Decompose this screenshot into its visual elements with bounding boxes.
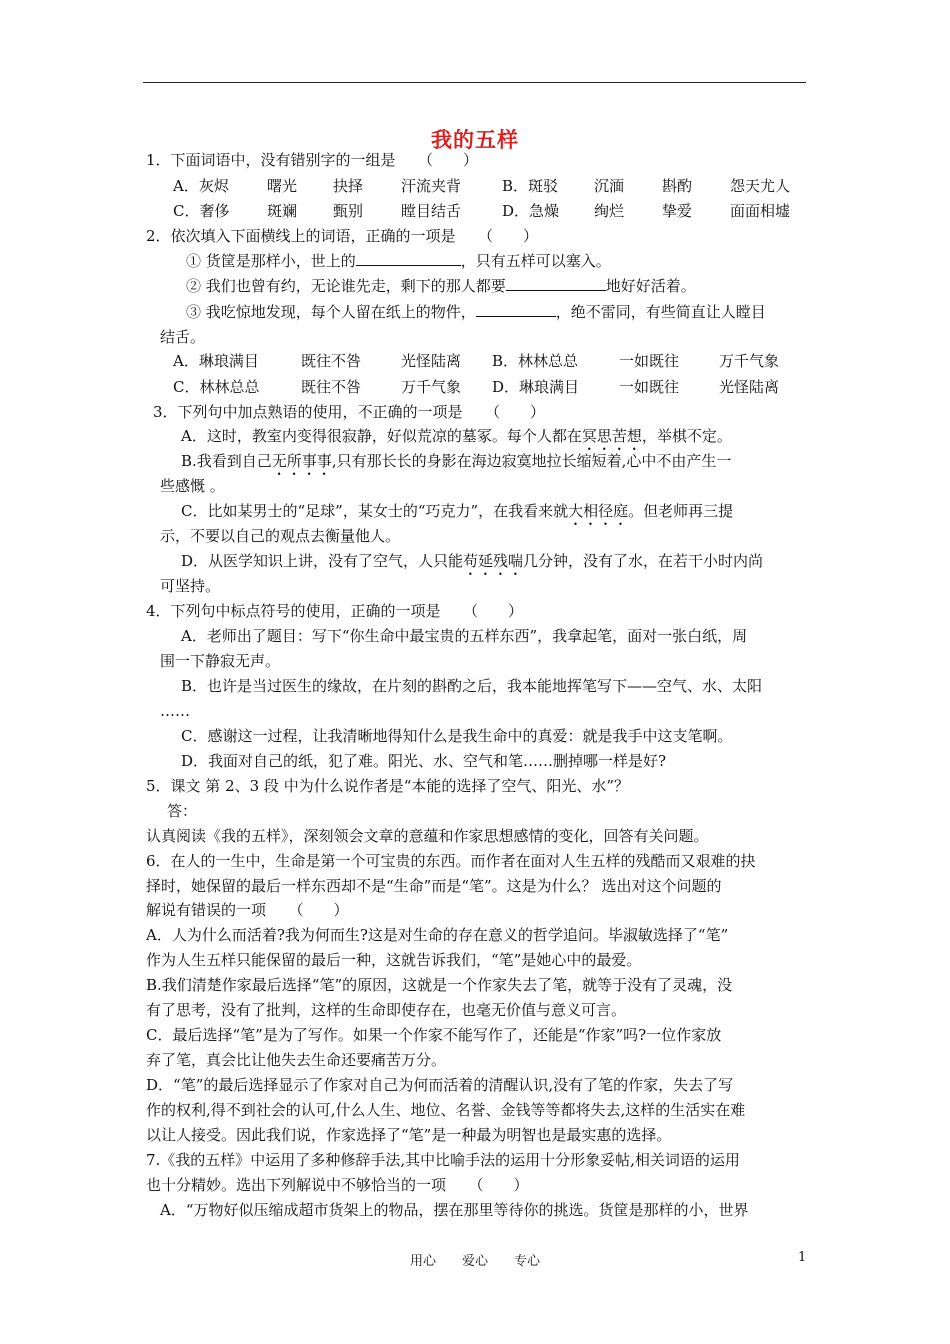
q7-stem: 7.《我的五样》中运用了多种修辞手法,其中比喻手法的运用十分形象妥帖,相关词语的运用 <box>146 1151 740 1169</box>
footer-motto: 用心 爱心 专心 <box>409 1254 540 1269</box>
q6-stem-cont: 择时，她保留的最后一样东西却不是“生命”而是“笔”。这是为什么？ 选出对这个问题的 <box>146 877 722 895</box>
q6-stem: 6．在人的一生中，生命是第一个可宝贵的东西。而作者在面对人生五样的残酷而又艰难的抉 <box>146 852 756 870</box>
q3-b-text: ,只有那长长的身影在海边寂寞地拉长缩短着,心中不由产生一 <box>331 452 732 470</box>
q2-option: A．琳琅满目 <box>173 352 259 370</box>
q2-option: D．琳琅满目 <box>492 378 580 396</box>
q4-option-a: A．老师出了题目：写下“你生命中最宝贵的五样东西”，我拿起笔，面对一张白纸，周 <box>181 627 748 645</box>
q2-option: B．林林总总 <box>492 352 579 370</box>
q4-option-b: B．也许是当过医生的缘故，在片刻的斟酌之后，我本能地挥笔写下——空气、水、太阳 <box>181 677 763 695</box>
q2-s2-part: 地好好活着。 <box>605 277 696 295</box>
q1-option: 甄别 <box>333 202 364 220</box>
q2-option: 既往不咎 <box>301 352 362 370</box>
q3-d-text: 几分钟，没有了水，在若干小时内尚 <box>523 552 764 570</box>
q4-option-b-cont: …… <box>160 702 190 720</box>
q2-sentence-3 <box>186 302 766 322</box>
q1-stem: 1．下面词语中，没有错别字的一组是 （ ） <box>146 151 479 169</box>
q3-option-b <box>181 451 731 479</box>
q1-option: A．灰烬 <box>173 177 229 195</box>
q1-option: B．斑驳 <box>502 177 559 195</box>
q1-option: 曙光 <box>267 177 298 195</box>
q4-option-a-cont: 围一下静寂无声。 <box>160 652 281 670</box>
q4-option-c: C．感谢这一过程，让我清晰地得知什么是我生命中的真爱：就是我手中这支笔啊。 <box>181 727 733 745</box>
q6-option-d: D．“笔”的最后选择显示了作家对自己为何而活着的清醒认识,没有了笔的作家，失去了写 <box>146 1076 734 1094</box>
q2-option: 万千气象 <box>401 378 462 396</box>
q2-sentence-2 <box>186 276 696 296</box>
q6-option-a: A．人为什么而活着?我为何而生?这是对生命的存在意义的哲学追问。毕淑敏选择了“笔” <box>146 926 729 944</box>
q2-option: 一如既往 <box>619 352 680 370</box>
q1-option: 绚烂 <box>594 202 625 220</box>
q6-option-c: C．最后选择“笔”是为了写作。如果一个作家不能写作了，还能是“作家”吗?一位作家放 <box>146 1026 722 1044</box>
dotted-idiom: 冥思苦想 <box>581 427 642 445</box>
q2-s2-part: ② 我们也曾有约，无论谁先走，剩下的那人都要 <box>186 277 506 295</box>
q2-s3-part: ，绝不雷同，有些简直让人瞠目 <box>555 303 766 321</box>
page-title: 我的五样 <box>431 127 519 152</box>
fill-blank <box>476 302 556 317</box>
q6-option-c-cont: 弃了笔，真会比让他失去生命还要痛苦万分。 <box>146 1051 447 1069</box>
q2-option: C．林林总总 <box>173 378 260 396</box>
dotted-idiom: 苟延残喘 <box>463 552 524 570</box>
q3-option-c <box>181 501 733 529</box>
q2-option: 万千气象 <box>719 352 780 370</box>
q3-d-text: D．从医学知识上讲，没有了空气，人只能 <box>181 552 464 570</box>
q2-sentence-3-cont: 结舌。 <box>160 328 206 346</box>
header-rule <box>143 82 806 83</box>
q6-option-d-cont: 以让人接受。因此我们说，作家选择了“笔”是一种最为明智也是最实惠的选择。 <box>146 1126 672 1144</box>
q2-option: 光怪陆离 <box>401 352 462 370</box>
q2-stem: 2．依次填入下面横线上的词语，正确的一项是 （ ） <box>146 227 539 245</box>
q2-s1-part: ① 货筐是那样小，世上的 <box>186 252 356 270</box>
q2-s1-part: ，只有五样可以塞入。 <box>460 252 611 270</box>
q1-option: 汗流夹背 <box>401 177 462 195</box>
fill-blank <box>506 276 606 291</box>
q1-option: 瞠目结舌 <box>401 202 462 220</box>
q2-s3-part: ③ 我吃惊地发现，每个人留在纸上的物件， <box>186 303 476 321</box>
q5-stem: 5．课文 第 2、3 段 中为什么说作者是“本能的选择了空气、阳光、水”？ <box>146 777 630 795</box>
q3-c-text: C．比如某男士的“足球”，某女士的“巧克力”，在我看来就 <box>181 502 569 520</box>
q1-option: 斑斓 <box>267 202 298 220</box>
q2-sentence-1 <box>186 251 611 271</box>
q3-option-b-cont: 些感慨 。 <box>160 477 225 495</box>
q3-option-d <box>181 551 763 579</box>
page-number: 1 <box>798 1250 807 1265</box>
q3-b-text: B.我看到自己 <box>181 452 272 470</box>
q3-option-d-cont: 可坚持。 <box>160 577 221 595</box>
q3-a-text: A．这时，教室内变得很寂静，好似荒凉的墓冢。每个人都在 <box>181 427 582 445</box>
q3-c-text: 。但老师再三提 <box>628 502 734 520</box>
q1-option: 面面相墟 <box>730 202 791 220</box>
q6-option-b-cont: 有了思考，没有了批判，这样的生命即使存在，也毫无价值与意义可言。 <box>146 1001 627 1019</box>
q7-option-a: A．“万物好似压缩成超市货架上的物品，摆在那里等待你的挑选。货筐是那样的小，世界 <box>160 1201 749 1219</box>
q2-option: 一如既往 <box>619 378 680 396</box>
q7-stem-cont: 也十分精妙。选出下列解说中不够恰当的一项 （ ） <box>146 1176 529 1194</box>
q4-stem: 4．下列句中标点符号的使用，正确的一项是 （ ） <box>146 602 524 620</box>
q1-option: 怨天尤人 <box>730 177 791 195</box>
q6-option-a-cont: 作为人生五样只能保留的最后一种，这就告诉我们，“笔”是她心中的最爱。 <box>146 951 642 969</box>
q5-answer-label: 答： <box>167 802 198 820</box>
q2-option: 既往不咎 <box>301 378 362 396</box>
q6-stem-cont: 解说有错误的一项 （ ） <box>146 901 349 919</box>
q1-option: 抉择 <box>333 177 364 195</box>
q1-option: 斟酌 <box>662 177 693 195</box>
q1-option: D．急燥 <box>502 202 560 220</box>
fill-blank <box>356 251 461 266</box>
q2-option: 光怪陆离 <box>719 378 780 396</box>
reading-instruction: 认真阅读《我的五样》，深刻领会文章的意蕴和作家思想感情的变化，回答有关问题。 <box>146 827 709 845</box>
q1-option: 挚爱 <box>662 202 693 220</box>
q3-stem: 3．下列句中加点熟语的使用，不正确的一项是 （ ） <box>153 403 546 421</box>
q1-option: 沉湎 <box>594 177 625 195</box>
q3-a-text: ，举棋不定。 <box>641 427 732 445</box>
q1-option: C．奢侈 <box>173 202 230 220</box>
dotted-idiom: 无所事事 <box>271 452 332 470</box>
q3-option-c-cont: 示，不要以自己的观点去衡量他人。 <box>160 527 401 545</box>
q3-option-a <box>181 426 732 454</box>
dotted-idiom: 大相径庭 <box>568 502 629 520</box>
q6-option-d-cont: 作的权利,得不到社会的认可,什么人生、地位、名誉、金钱等等都将失去,这样的生活实在难 <box>146 1101 746 1119</box>
q4-option-d: D．我面对自己的纸，犯了难。阳光、水、空气和笔……删掉哪一样是好? <box>181 752 667 770</box>
q6-option-b: B.我们清楚作家最后选择“笔”的原因，这就是一个作家失去了笔，就等于没有了灵魂，没 <box>146 976 733 994</box>
